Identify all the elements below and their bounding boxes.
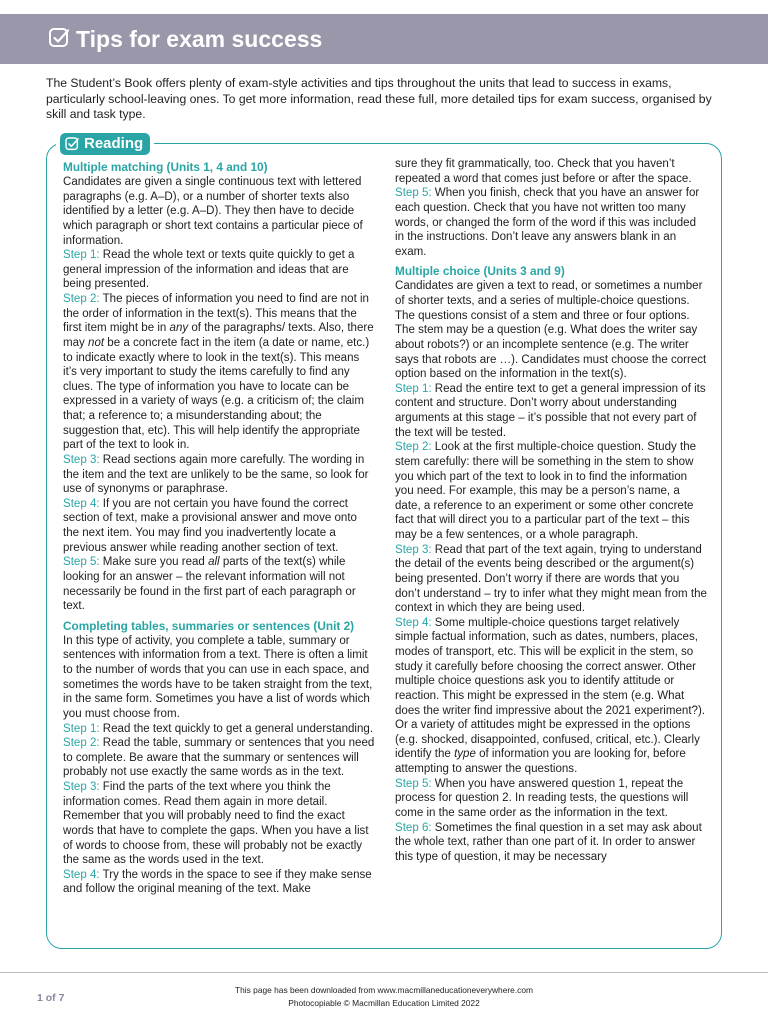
section-heading: Multiple matching (Units 1, 4 and 10) <box>63 160 268 174</box>
body-paragraph: Candidates are given a single continuous text with lettered paragraphs (e.g. A–D), or a number of shorter texts also identified by a letter (e.g. A–D). They then have to decide which paragraph or short text contains a particular piece of information. <box>63 176 363 247</box>
step-text: Read the entire text to get a general impression of its content and structure. Don’t worry about understanding arguments at this stage – it’s possible that not every part of the text will be tested. <box>395 382 706 439</box>
step-label: Step 2: <box>63 737 100 750</box>
step-paragraph <box>395 777 707 821</box>
step-paragraph <box>395 543 707 616</box>
step-text: parts of the text(s) while looking for an answer – the relevant information will not necessarily be found in the first part of each paragraph or text. <box>63 556 356 613</box>
step-label: Step 1: <box>395 382 432 395</box>
step-label: Step 4: <box>63 868 100 881</box>
step-text: Find the parts of the text where you think the information comes. Read them again in more detail. Remember that you will probably need to find the exact words that have to complete the gaps. When you have a list of words to choose from, these will probably not be exactly the same as the words used in the text. <box>63 781 369 867</box>
step-paragraph <box>63 453 375 497</box>
step-text: If you are not certain you have found the correct section of text, make a provisional answer and move onto the next item. You may find you inadvertently locate a previous answer while reading another section of text. <box>63 497 357 554</box>
step-label: Step 3: <box>63 453 100 466</box>
step-paragraph <box>63 780 375 868</box>
step-text: of information you are looking for, before attempting to answer the questions. <box>395 748 686 775</box>
section-heading: Completing tables, summaries or sentences (Unit 2) <box>63 618 355 633</box>
section-heading: Multiple choice (Units 3 and 9) <box>395 264 565 279</box>
step-label: Step 3: <box>395 543 432 556</box>
step-text: Read the table, summary or sentences that you need to complete. Be aware that the summary or sentences will probably not use exactly the same words as in the text. <box>63 737 375 779</box>
step-text: Look at the first multiple-choice question. Study the stem carefully: there will be something in the stem to show you which part of the text to look in to find the information you need. For example, this may be a person’s name, a date, a reference to an experiment or some other concrete fact that will direct you to a particular part of the text – this may be a few sentences, or a whole paragraph. <box>395 441 697 541</box>
step-label: Step 5: <box>395 777 432 790</box>
emphasis-text: all <box>208 556 220 569</box>
step-paragraph <box>63 722 375 737</box>
page-number: 1 of 7 <box>37 992 65 1004</box>
step-paragraph <box>63 736 375 780</box>
reading-badge <box>60 133 150 155</box>
step-paragraph <box>395 186 707 259</box>
step-text: be a concrete fact in the item (a date or name, etc.) to indicate exactly where to look in the text(s). This means it’s very important to study the items carefully to find any clues. The type of information you have to locate can be expressed in a variety of ways (e.g. a criticism of; the claim that; a reference to; a misunderstanding about; the suggestion that, etc). This will help identify the appropriate part of the text to look in. <box>63 336 370 452</box>
emphasis-text: type <box>454 748 476 761</box>
step-paragraph <box>63 555 375 614</box>
body-paragraph: Candidates are given a text to read, or sometimes a number of shorter texts, and a series of multiple-choice questions. The questions consist of a stem and three or four options. The stem may be a question (e.g. What does the writer say about robots?) or an incomplete sentence (e.g. The writer says that robots are …). Candidates must choose the correct option based on the information in the text(s). <box>395 280 707 381</box>
step-paragraph <box>63 497 375 556</box>
step-paragraph <box>63 868 375 897</box>
step-text: When you have answered question 1, repeat the process for question 2. In reading tests, the questions will come in the same order as the information in the text. <box>395 777 689 819</box>
page-title: Tips for exam success <box>76 26 323 52</box>
header-band <box>0 14 768 64</box>
step-label: Step 5: <box>395 187 432 200</box>
step-paragraph <box>63 292 375 453</box>
right-column <box>395 157 707 864</box>
footer-divider <box>0 972 768 973</box>
step-paragraph <box>395 382 707 441</box>
step-label: Step 3: <box>63 781 100 793</box>
step-paragraph <box>395 616 707 777</box>
step-text: Read the text quickly to get a general understanding. <box>99 722 374 735</box>
emphasis-text: not <box>88 336 105 349</box>
step-paragraph <box>395 821 707 865</box>
step-label: Step 2: <box>395 441 432 454</box>
step-text: Read that part of the text again, trying to understand the detail of the events being described or the argument(s) being presented. Don’t worry if there are words that you don’t understand – try to infer what they might mean from the context in which they are being used. <box>395 543 707 615</box>
left-column <box>63 160 375 897</box>
step-text: Try the words in the space to see if they make sense and follow the original meaning of the text. Make <box>63 868 372 896</box>
step-label: Step 1: <box>63 249 100 262</box>
copyright-notice: Photocopiable © Macmillan Education Limited 2022 <box>288 997 480 1008</box>
checkbox-icon <box>47 26 71 50</box>
step-text: The pieces of information you need to find are not in the order of information in the text(s). This means that the first item might be in <box>63 293 369 335</box>
step-text: Some multiple-choice questions target relatively simple factual information, such as dates, numbers, places, modes of transport, etc. This will be explicit in the stem, so study it carefully before choosing the correct answer. Other multiple choice questions ask you to identify attitude or reaction. This might be expressed in the stem (e.g. What does the writer find impressive about the 2021 experiment?). Or a variety of attitudes might be expressed in the options (e.g. shocked, disappointed, confused, critical, etc.). Clearly identify the <box>395 616 706 761</box>
download-notice: This page has been downloaded from www.macmillaneducationeverywhere.com <box>235 985 533 995</box>
section-label: Reading <box>84 135 144 152</box>
step-label: Step 1: <box>63 722 100 735</box>
step-text: Sometimes the final question in a set may ask about the whole text, rather than one part of it. In order to answer this type of question, it may be necessary <box>395 821 702 863</box>
step-text: When you finish, check that you have an answer for each question. Check that you have not written too many words, or changed the form of the word if this was included in the instructions. Don’t leave any answers blank in an exam. <box>395 187 700 258</box>
step-paragraph <box>63 248 375 292</box>
step-label: Step 6: <box>395 821 432 834</box>
step-text: of the paragraphs/ texts. Also, there may <box>63 322 374 349</box>
emphasis-text: any <box>169 322 189 335</box>
body-paragraph: In this type of activity, you complete a table, summary or sentences with information from a text. There is often a limit to the number of words that you can use in each space, and sometimes the words have to be taken straight from the text, in the same form. Sometimes you have a list of words which you must choose from. <box>63 634 373 720</box>
step-label: Step 2: <box>63 293 100 305</box>
checkbox-icon <box>64 136 80 152</box>
step-label: Step 5: <box>63 556 100 569</box>
body-paragraph: sure they fit grammatically, too. Check that you haven’t repeated a word that comes just before or after the space. <box>395 158 692 185</box>
step-label: Step 4: <box>63 497 100 510</box>
step-label: Step 4: <box>395 616 432 629</box>
step-paragraph <box>395 440 707 542</box>
step-text: Make sure you read <box>99 556 209 569</box>
step-text: Read sections again more carefully. The wording in the item and the text are unlikely to be the same, so look for use of synonyms or paraphrase. <box>63 453 369 496</box>
intro-paragraph: The Student’s Book offers plenty of exam-style activities and tips throughout the units that lead to success in exams, particularly school-leaving ones. To get more information, read these full, more detailed tips for exam success, organised by skill and task type. <box>46 76 712 122</box>
footer-text <box>0 984 768 1009</box>
step-text: Read the whole text or texts quite quickly to get a general impression of the information and ideas that are being presented. <box>63 249 355 291</box>
